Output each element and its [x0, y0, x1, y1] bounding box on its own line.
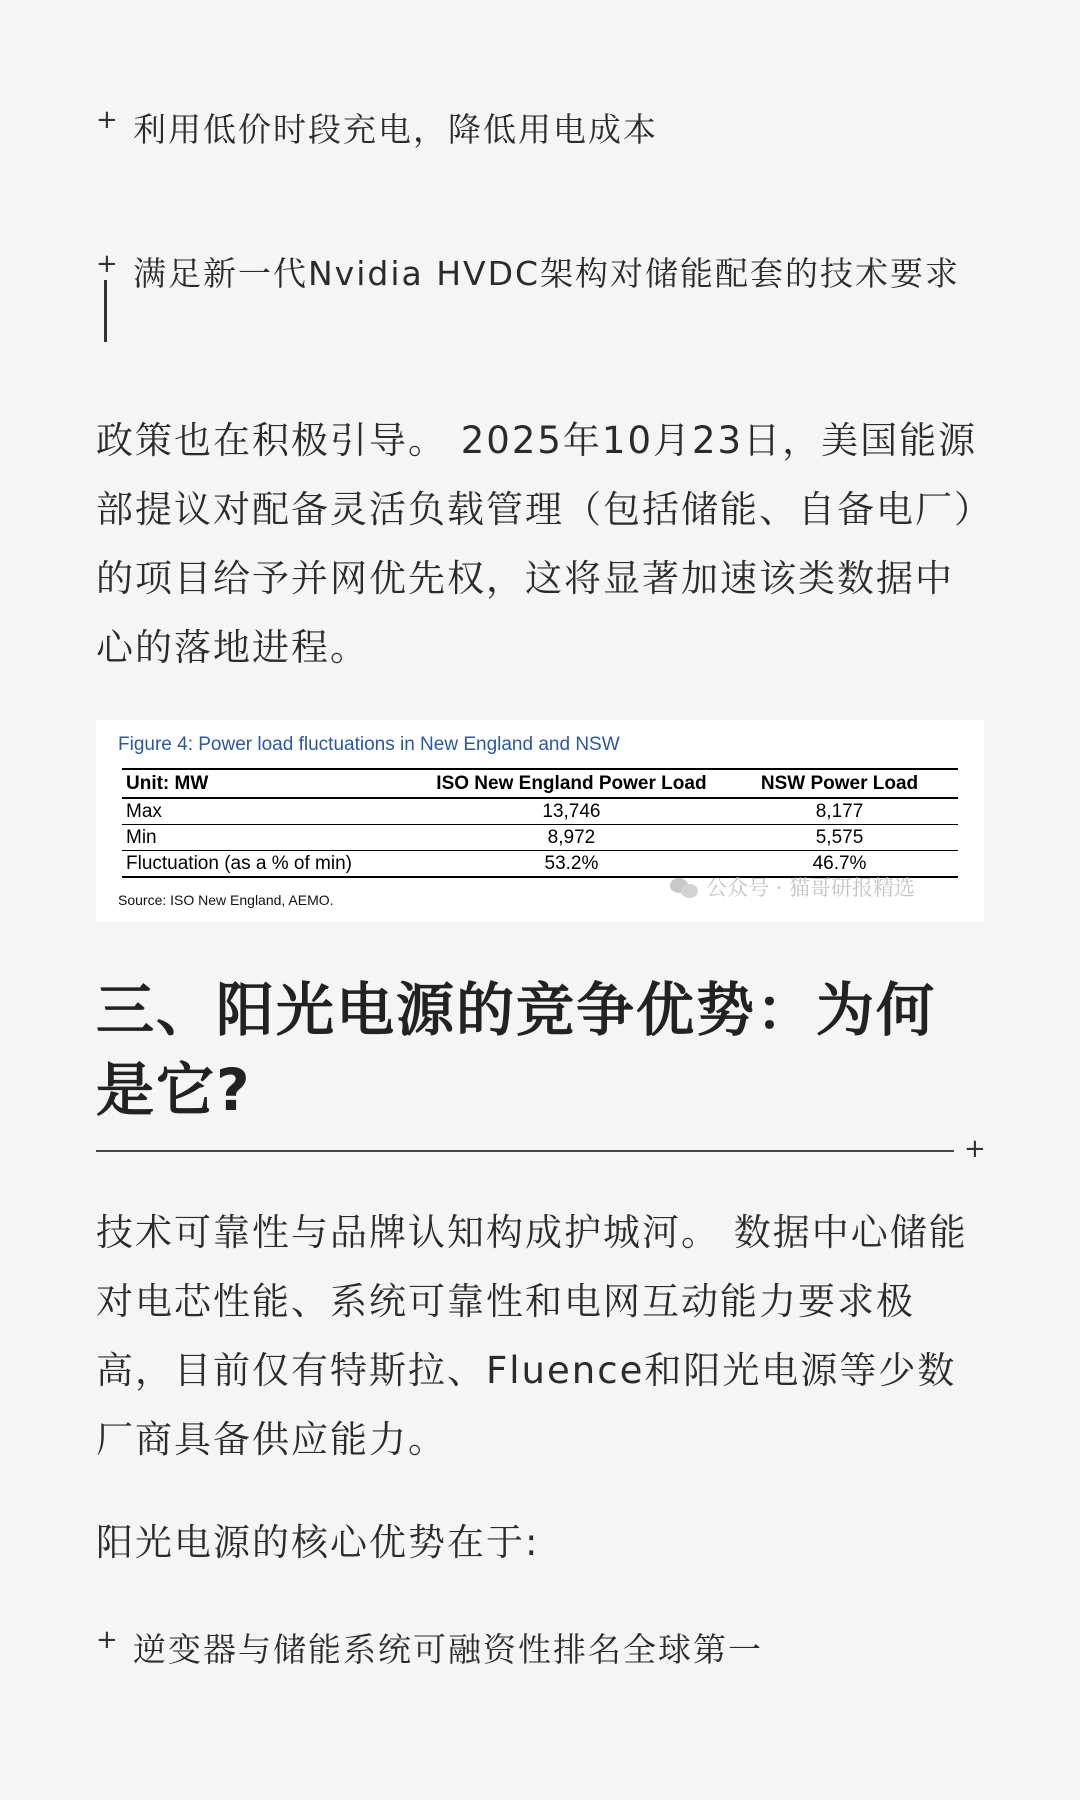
table-cell: 53.2%	[422, 851, 721, 878]
bullet-item	[96, 98, 993, 162]
paragraph-core-intro: 阳光电源的核心优势在于:	[96, 1521, 540, 1564]
table-cell: 8,972	[422, 825, 721, 851]
table-row	[122, 825, 958, 851]
table-cell: Min	[122, 825, 422, 851]
figure-table-image	[96, 720, 984, 922]
data-table	[122, 768, 958, 878]
section-heading: 三、阳光电源的竞争优势：为何是它?	[96, 976, 937, 1124]
figure-title: Figure 4: Power load fluctuations in New England and NSW	[118, 734, 620, 755]
table-row	[122, 798, 958, 825]
table-header: ISO New England Power Load	[422, 769, 721, 798]
bullet-text: 利用低价时段充电，降低用电成本	[133, 110, 658, 149]
quote-bar	[104, 280, 107, 342]
table-header: NSW Power Load	[721, 769, 958, 798]
table-cell: Max	[122, 798, 422, 825]
table-cell: Fluctuation (as a % of min)	[122, 851, 422, 878]
table-cell: 46.7%	[721, 851, 958, 878]
bullet-item	[96, 242, 993, 306]
bullet-text: 逆变器与储能系统可融资性排名全球第一	[133, 1630, 763, 1669]
bullet-item	[96, 1618, 993, 1682]
watermark	[670, 872, 915, 902]
table-header-row	[122, 769, 958, 798]
table-cell: 13,746	[422, 798, 721, 825]
plus-icon: +	[96, 249, 120, 279]
plus-icon: +	[964, 1134, 986, 1164]
heading-divider	[96, 1150, 954, 1152]
table-cell: 5,575	[721, 825, 958, 851]
plus-icon: +	[96, 1625, 120, 1655]
paragraph-moat: 技术可靠性与品牌认知构成护城河。 数据中心储能对电芯性能、系统可靠性和电网互动能力要求极高，目前仅有特斯拉、Fluence和阳光电源等少数厂商具备供应能力。	[96, 1211, 968, 1461]
watermark-text: 公众号 · 猫哥研报精选	[706, 876, 916, 900]
bullet-text: 满足新一代Nvidia HVDC架构对储能配套的技术要求	[133, 254, 961, 293]
paragraph-policy: 政策也在积极引导。 2025年10月23日，美国能源部提议对配备灵活负载管理（包括储能、自备电厂）的项目给予并网优先权，这将显著加速该类数据中心的落地进程。	[96, 419, 978, 669]
plus-icon: +	[96, 105, 120, 135]
wechat-icon	[670, 876, 700, 898]
table-cell: 8,177	[721, 798, 958, 825]
table-header: Unit: MW	[122, 769, 422, 798]
figure-source: Source: ISO New England, AEMO.	[118, 892, 334, 908]
